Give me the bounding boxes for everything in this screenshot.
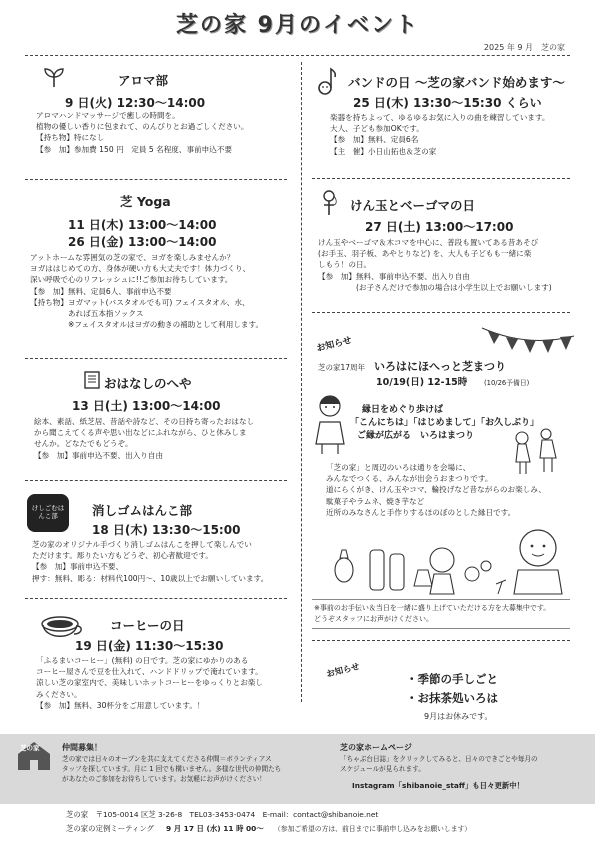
text-line: 【参 加】無料、定員6人、事前申込不要 — [30, 286, 172, 296]
page-title: 芝の家 9月のイベント — [176, 13, 419, 38]
keshigomu-time: 18 日(木) 13:30〜15:00 — [92, 523, 241, 537]
text-line: 芝の家のオリジナル手づくり消しゴムはんこを押して楽しんでい — [32, 540, 252, 549]
text-line: せんか。どなたでもどうぞ。 — [34, 439, 133, 449]
coffee-time: 19 日(金) 11:30〜15:30 — [75, 639, 224, 653]
yoga-time-1: 11 日(木) 13:00〜14:00 — [68, 218, 217, 232]
text-line: タッフを探しています。月に 1 回でも構いません。多様な世代の仲間たち — [62, 765, 282, 773]
stamp-label: けしごむはんこ部 — [31, 504, 65, 520]
text-line: ただけます。彫りたい方もどうぞ、初心者歓迎です。 — [32, 551, 213, 561]
text-line: 【参 加】無料、30杯分をご用意しています。！ — [36, 700, 205, 710]
yoga-time-2: 26 日(金) 13:00〜14:00 — [68, 235, 217, 249]
text-line: 駄菓子やラムネ、焼き芋など — [326, 496, 425, 506]
festival-body — [326, 462, 546, 518]
divider — [312, 599, 570, 600]
band-body — [330, 112, 549, 157]
festival-illustration — [322, 520, 572, 596]
divider — [312, 312, 570, 313]
text-line: 道にらくがき、けん玉やコマ、輪投げなど昔ながらのお楽しみ、 — [326, 485, 546, 495]
ohanashi-title: おはなしのへや — [104, 376, 192, 391]
text-line: 【参 加】無料、定員6名 — [330, 135, 419, 145]
text-line: あれば五本指ソックス — [30, 309, 144, 319]
text-line: 【主 催】小日山拓也＆芝の家 — [330, 146, 437, 156]
issue-date: 2025 年 9 月 芝の家 — [483, 43, 565, 52]
text-line: けん玉やベーゴマ＆木コマを中心に、普段も置いてある昔あそび — [318, 238, 539, 247]
text-line: ※フェイスタオルはヨガの動きの補助として利用します。 — [30, 320, 264, 330]
text-line: 押す：無料、彫る：材料代100円〜、10歳以上でお願いしています。 — [32, 573, 269, 583]
text-line: 【持ち物】特になし — [36, 133, 105, 143]
text-line: 植物の優しい香りに包まれて、のんびりとお過ごしください。 — [36, 122, 249, 132]
text-line: 楽器を持ちよって、ゆるゆるお気に入りの曲を練習しています。 — [330, 113, 550, 122]
text-line: から聞こえてくる声や思い出などにふれながら、ひと休みしま — [34, 428, 247, 438]
notice-sub: 芝の家17周年 — [318, 363, 366, 372]
aroma-body — [36, 110, 248, 155]
divider — [25, 480, 287, 481]
keshigomu-body — [32, 539, 268, 584]
text-line: みください。 — [36, 689, 82, 699]
divider — [25, 598, 287, 599]
address-line: 芝の家 〒105-0014 区芝 3-26-8 TEL03-3453-0474 E-mail：contact@shibanoie.net — [66, 810, 379, 819]
volunteer-title: 仲間募集！ — [62, 743, 102, 752]
text-line: ※事前のお手伝い＆当日を一緒に盛り上げていただける方を大募集中です。 — [314, 604, 551, 612]
column-divider — [301, 62, 302, 702]
volunteer-body — [62, 754, 281, 784]
text-line: 絵本、素話、紙芝居、昔話や詩など、その日持ち寄ったおはなし — [34, 417, 255, 426]
divider — [312, 178, 570, 179]
kendama-body — [318, 237, 552, 293]
band-title: バンドの日 〜芝の家バンド始めます〜 — [348, 75, 565, 90]
festival-catch-3: ご縁が広がる いろはまつり — [357, 431, 475, 441]
notice-label: お知らせ — [315, 335, 353, 355]
text-line: 【参 加】参加費 150 円 定員 5 名程度、事前申込不要 — [36, 144, 233, 154]
text-line: 【持ち物】ヨガマット(バスタオルでも可) フェイスタオル、水、 — [30, 297, 250, 307]
text-line: 近所のみなさんと手作りするほのぼのとした縁日です。 — [326, 507, 516, 517]
text-line: 大人、子ども参加OKです。 — [330, 124, 424, 134]
festival-date: 10/19(日) 12-15時 — [376, 377, 468, 388]
ohanashi-time: 13 日(土) 13:00〜14:00 — [72, 399, 221, 413]
coffee-body — [36, 655, 263, 711]
text-line: 【参 加】事前申込不要、 — [32, 562, 124, 572]
text-line: (お手玉、羽子板、あやとりなど) を、大人も子どもも一緒に楽 — [318, 249, 532, 259]
yoga-body — [30, 252, 263, 330]
kendama-title: けん玉とベーゴマの日 — [350, 198, 476, 213]
child-illustration — [310, 392, 352, 456]
festival-catch-2: 「こんにちは」「はじめまして」「お久しぶり」 — [350, 418, 540, 428]
homepage-body — [340, 754, 538, 774]
bunting-decoration — [480, 322, 576, 362]
text-line: どうぞスタッフにお声がけください。 — [314, 615, 433, 623]
divider — [25, 179, 287, 180]
festival-catch-1: 縁日をめぐり歩けば — [362, 405, 444, 415]
aroma-time: 9 日(火) 12:30〜14:00 — [65, 96, 206, 110]
music-note-icon — [316, 66, 338, 96]
text-line: 「ふるまいコーヒー」(無料) の日です。芝の家にゆかりのある — [36, 656, 249, 665]
sprout-icon — [42, 66, 66, 88]
instagram-link[interactable]: Instagram「shibanoie_staff」も日々更新中！ — [352, 781, 525, 790]
notice-label-2: お知らせ — [325, 662, 361, 680]
text-line: があなたのご参加をお待ちしています。お気軽にお声がけください！ — [62, 775, 266, 783]
meeting-label: 芝の家の定例ミーティング — [66, 824, 154, 833]
notice-rest: 9月はお休みです。 — [424, 712, 493, 721]
text-line: 【参 加】無料、事前申込不要、出入り自由 — [318, 271, 470, 281]
yoga-title: 芝 Yoga — [120, 194, 171, 209]
footer-logo-text: 芝の家 — [20, 744, 40, 752]
text-line: (お子さんだけで参加の場合は小学生以上でお願いします) — [318, 282, 552, 292]
text-line: みんなでつくる、みんなが出会うおまつりです。 — [326, 474, 493, 484]
text-line: アロマハンドマッサージで癒しの時間を。 — [36, 111, 180, 120]
kendama-icon — [318, 190, 340, 216]
festival-title: いろはにほへっと芝まつり — [374, 360, 506, 373]
meeting-date: 9 月 17 日 (水) 11 時 00〜 — [166, 824, 264, 833]
kendama-time: 27 日(土) 13:00〜17:00 — [365, 220, 514, 234]
divider — [25, 358, 287, 359]
divider — [25, 55, 570, 56]
text-line: 「芝の家」と周辺のいろは通りを会場に、 — [326, 463, 471, 472]
band-time: 25 日(木) 13:30〜15:30 くらい — [353, 96, 542, 110]
meeting-note: （参加ご希望の方は、前日までに事前申し込みをお願いします） — [274, 825, 472, 833]
text-line: 深い呼吸で心のリフレッシュに!!ご参加お待ちしています。 — [30, 275, 233, 285]
keshigomu-title: 消しゴムはんこ部 — [92, 503, 193, 518]
text-line: スケジュールが見られます。 — [340, 765, 425, 773]
text-line: 「ちゃぶ台日誌」をクリックしてみると、日々のできごとや毎月の — [340, 755, 538, 763]
ohanashi-body — [34, 416, 254, 461]
text-line: 芝の家では日々のオープンを共に支えてくださる仲間＝ボランティアス — [62, 755, 272, 763]
coffee-title: コーヒーの日 — [110, 618, 185, 633]
aroma-title: アロマ部 — [118, 73, 169, 88]
notice-item-1: ・季節の手しごと — [406, 672, 498, 686]
text-line: 涼しい芝の家室内で、美味しいホットコーヒーをゆっくりとお楽し — [36, 678, 263, 688]
divider — [312, 628, 570, 629]
text-line: しもう！の日。 — [318, 260, 372, 270]
text-line: コーヒー屋さんで豆を仕入れて、ハンドドリップで淹れています。 — [36, 667, 263, 677]
book-icon — [83, 370, 101, 390]
homepage-title: 芝の家ホームページ — [340, 743, 412, 752]
notice-item-2: ・お抹茶処いろは — [406, 691, 498, 705]
divider — [312, 640, 570, 641]
festival-note — [314, 603, 550, 625]
text-line: 【参 加】事前申込不要、出入り自由 — [34, 450, 164, 460]
festival-date-note: (10/26予備日) — [484, 379, 530, 387]
text-line: ヨガははじめての方、身体が硬い方も大丈夫です！体力づくり、 — [30, 264, 251, 274]
text-line: アットホームな雰囲気の芝の家で、ヨガを楽しみませんか？ — [30, 253, 235, 262]
